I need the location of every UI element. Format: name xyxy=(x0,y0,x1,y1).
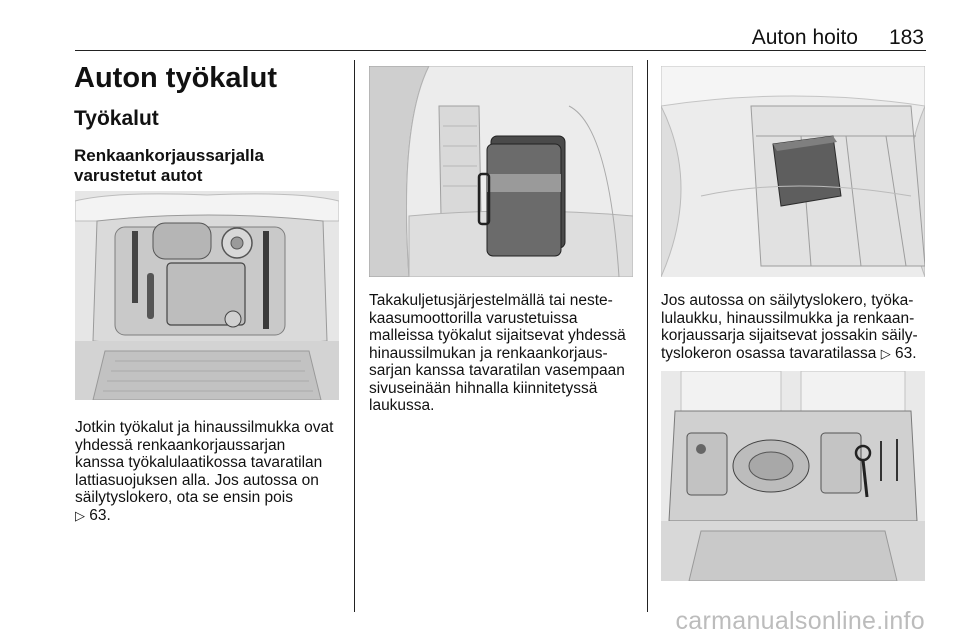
paragraph-storage-compartment xyxy=(661,292,929,362)
paragraph-line: säilytyslokero, ota se ensin pois xyxy=(75,489,293,506)
subsection-heading xyxy=(74,146,344,186)
page-number: 183 xyxy=(888,26,924,49)
paragraph-line: Takakuljetusjärjestelmällä tai neste- xyxy=(369,292,613,309)
header-section-title: Auton hoito xyxy=(751,26,858,49)
paragraph-line: sarjan kanssa tavaratilan vasempaan xyxy=(369,362,625,379)
storage-compartment-illustration xyxy=(661,66,925,277)
page-reference-icon: ▷ xyxy=(75,507,85,523)
paragraph-line: Jos autossa on säilytyslokero, työka- xyxy=(661,292,914,309)
open-storage-tools-illustration xyxy=(661,371,925,581)
chapter-heading: Auton työkalut xyxy=(74,62,277,94)
paragraph-line: kaasumoottorilla varustetuissa xyxy=(369,309,578,327)
page-reference-number: 63. xyxy=(85,506,111,524)
paragraph-line: malleissa työkalut sijaitsevat yhdessä xyxy=(369,327,626,344)
paragraph-line xyxy=(661,345,929,363)
paragraph-line: sivuseinään hihnalla kiinnitetyssä xyxy=(369,379,598,397)
column-divider-left xyxy=(354,60,355,612)
paragraph-tool-bag-side-wall xyxy=(369,292,637,415)
section-heading: Työkalut xyxy=(74,107,159,130)
paragraph-line: lulaukku, hinaussilmukka ja renkaan- xyxy=(661,309,915,327)
paragraph-line: lattiasuojuksen alla. Jos autossa on xyxy=(75,471,319,489)
paragraph-line: laukussa. xyxy=(369,397,435,414)
column-divider-right xyxy=(647,60,648,612)
tool-bag-side-wall-illustration xyxy=(369,66,633,277)
page-reference-icon: ▷ xyxy=(880,345,891,361)
paragraph-line: Jotkin työkalut ja hinaussilmukka ovat xyxy=(75,419,334,436)
paragraph-line-text: tyslokeron osassa tavaratilassa xyxy=(661,344,881,362)
page-reference[interactable] xyxy=(881,345,917,362)
paragraph-line: yhdessä renkaankorjaussarjan xyxy=(75,436,286,454)
paragraph-line: hinaussilmukan ja renkaankorjaus- xyxy=(369,344,608,362)
page-reference-number: 63. xyxy=(890,344,917,362)
watermark: carmanualsonline.info xyxy=(675,607,925,635)
header-rule xyxy=(75,50,926,51)
subsection-heading-line2: varustetut autot xyxy=(74,166,203,185)
paragraph-tools-under-floor xyxy=(75,419,343,524)
tool-kit-floor-illustration xyxy=(75,191,339,400)
paragraph-line: kanssa työkalulaatikossa tavaratilan xyxy=(75,454,323,471)
subsection-heading-line1: Renkaankorjaussarjalla xyxy=(74,146,264,165)
page-reference[interactable] xyxy=(75,507,343,525)
paragraph-line: korjaussarja sijaitsevat jossakin säily- xyxy=(661,327,918,344)
